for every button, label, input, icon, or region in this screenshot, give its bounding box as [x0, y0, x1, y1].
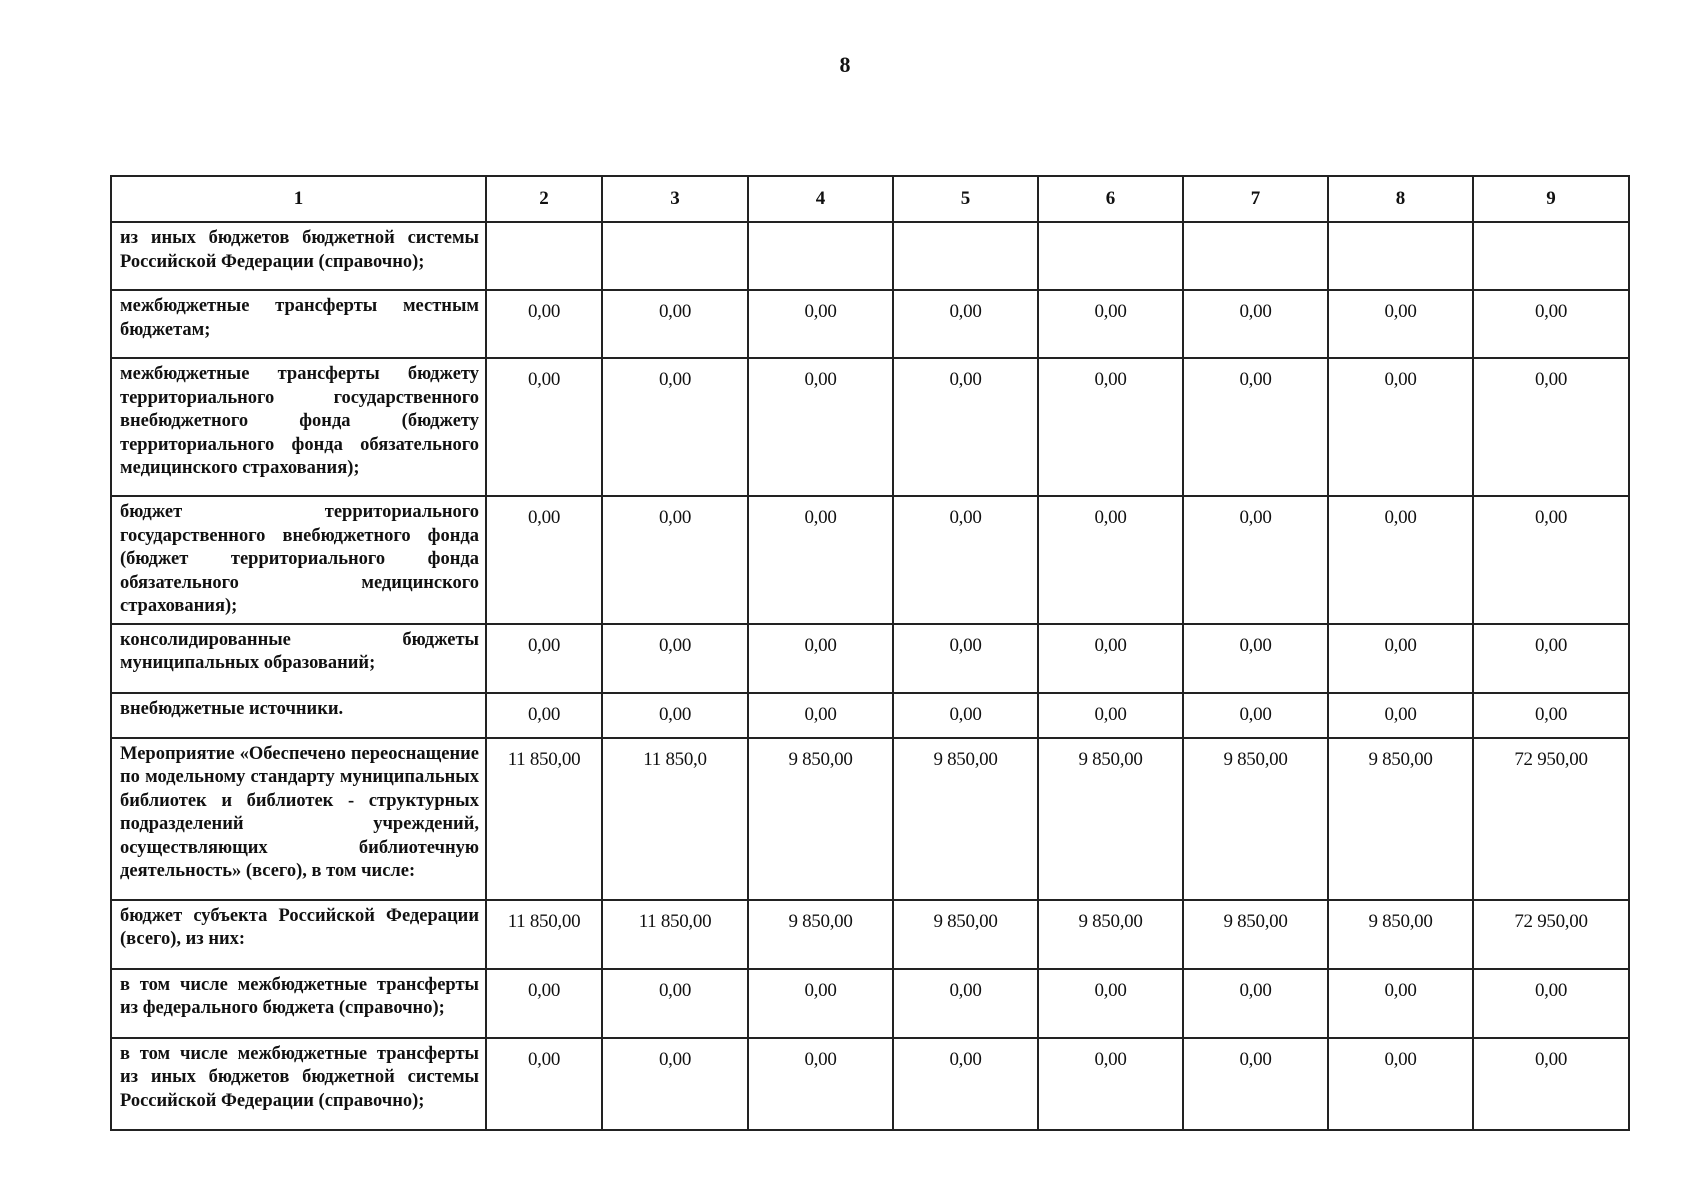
value-cell	[1038, 222, 1183, 290]
table-row	[111, 222, 1629, 290]
column-header: 4	[748, 176, 893, 222]
value-cell: 0,00	[893, 290, 1038, 358]
value-cell: 0,00	[602, 693, 748, 738]
value-cell	[1328, 222, 1473, 290]
value-cell: 9 850,00	[748, 900, 893, 969]
value-cell: 0,00	[1473, 358, 1629, 496]
table-row	[111, 1038, 1629, 1130]
value-cell: 0,00	[1328, 624, 1473, 693]
value-cell: 0,00	[1038, 358, 1183, 496]
value-cell	[748, 222, 893, 290]
column-header: 3	[602, 176, 748, 222]
row-description: бюджет территориального государственного внебюджетного фонда (бюджет территориального фонда обязательного медицинского страхования);	[111, 496, 486, 624]
value-cell: 0,00	[1183, 693, 1328, 738]
value-cell	[486, 222, 602, 290]
value-cell: 9 850,00	[893, 900, 1038, 969]
value-cell: 72 950,00	[1473, 738, 1629, 900]
value-cell: 72 950,00	[1473, 900, 1629, 969]
table-row	[111, 496, 1629, 624]
value-cell: 0,00	[893, 969, 1038, 1038]
column-header: 5	[893, 176, 1038, 222]
value-cell: 9 850,00	[1183, 900, 1328, 969]
row-description: консолидированные бюджеты муниципальных образований;	[111, 624, 486, 693]
row-description: в том числе межбюджетные трансферты из федерального бюджета (справочно);	[111, 969, 486, 1038]
value-cell: 0,00	[748, 693, 893, 738]
value-cell: 0,00	[602, 496, 748, 624]
value-cell: 0,00	[602, 1038, 748, 1130]
value-cell: 0,00	[1473, 1038, 1629, 1130]
value-cell: 9 850,00	[748, 738, 893, 900]
row-description: в том числе межбюджетные трансферты из иных бюджетов бюджетной системы Российской Федерации (справочно);	[111, 1038, 486, 1130]
value-cell: 0,00	[893, 693, 1038, 738]
value-cell: 0,00	[893, 624, 1038, 693]
column-header: 6	[1038, 176, 1183, 222]
table-row	[111, 624, 1629, 693]
row-description: межбюджетные трансферты бюджету территориального государственного внебюджетного фонда (бюджету территориального фонда обязательного медицинского страхования);	[111, 358, 486, 496]
value-cell: 0,00	[486, 693, 602, 738]
value-cell: 0,00	[1328, 290, 1473, 358]
value-cell: 0,00	[1038, 969, 1183, 1038]
value-cell	[1473, 222, 1629, 290]
value-cell: 0,00	[1183, 496, 1328, 624]
column-header: 7	[1183, 176, 1328, 222]
value-cell: 0,00	[1473, 969, 1629, 1038]
value-cell: 0,00	[486, 969, 602, 1038]
value-cell: 0,00	[1038, 693, 1183, 738]
column-header: 1	[111, 176, 486, 222]
value-cell: 0,00	[602, 624, 748, 693]
value-cell: 9 850,00	[1328, 900, 1473, 969]
value-cell	[893, 222, 1038, 290]
value-cell: 0,00	[1038, 624, 1183, 693]
page-number: 8	[839, 52, 851, 77]
value-cell: 0,00	[1038, 1038, 1183, 1130]
value-cell: 9 850,00	[1038, 738, 1183, 900]
value-cell: 0,00	[602, 358, 748, 496]
value-cell: 0,00	[1328, 1038, 1473, 1130]
row-description: из иных бюджетов бюджетной системы Российской Федерации (справочно);	[111, 222, 486, 290]
column-header: 2	[486, 176, 602, 222]
value-cell: 0,00	[1473, 290, 1629, 358]
value-cell: 0,00	[1473, 496, 1629, 624]
table-row	[111, 290, 1629, 358]
table-row	[111, 969, 1629, 1038]
value-cell	[1183, 222, 1328, 290]
column-header: 8	[1328, 176, 1473, 222]
value-cell: 0,00	[1183, 624, 1328, 693]
value-cell: 0,00	[486, 358, 602, 496]
value-cell: 0,00	[1328, 358, 1473, 496]
value-cell: 0,00	[1473, 624, 1629, 693]
row-description: Мероприятие «Обеспечено переоснащение по модельному стандарту муниципальных библиотек и библиотек - структурных подразделений учреждений, осуществляющих библиотечную деятельность» (всего), в том числе:	[111, 738, 486, 900]
row-description: межбюджетные трансферты местным бюджетам;	[111, 290, 486, 358]
value-cell: 0,00	[1328, 969, 1473, 1038]
value-cell: 9 850,00	[1183, 738, 1328, 900]
value-cell: 0,00	[748, 290, 893, 358]
value-cell: 0,00	[893, 358, 1038, 496]
value-cell: 11 850,00	[602, 900, 748, 969]
value-cell: 0,00	[893, 1038, 1038, 1130]
table-row	[111, 358, 1629, 496]
value-cell: 0,00	[602, 290, 748, 358]
value-cell: 0,00	[1183, 290, 1328, 358]
value-cell: 0,00	[486, 1038, 602, 1130]
value-cell: 0,00	[1183, 1038, 1328, 1130]
value-cell: 0,00	[486, 624, 602, 693]
value-cell: 0,00	[748, 1038, 893, 1130]
value-cell: 11 850,00	[486, 900, 602, 969]
value-cell: 0,00	[893, 496, 1038, 624]
value-cell: 0,00	[748, 624, 893, 693]
value-cell: 11 850,0	[602, 738, 748, 900]
value-cell: 0,00	[1183, 358, 1328, 496]
table-row	[111, 738, 1629, 900]
table-row	[111, 900, 1629, 969]
value-cell: 0,00	[748, 969, 893, 1038]
value-cell: 0,00	[1038, 496, 1183, 624]
value-cell: 0,00	[1473, 693, 1629, 738]
row-description: бюджет субъекта Российской Федерации (всего), из них:	[111, 900, 486, 969]
value-cell: 0,00	[1183, 969, 1328, 1038]
budget-table	[110, 175, 1630, 1131]
value-cell: 0,00	[1328, 693, 1473, 738]
value-cell: 0,00	[748, 358, 893, 496]
value-cell: 0,00	[1328, 496, 1473, 624]
table-body	[111, 176, 1629, 1130]
value-cell: 0,00	[486, 290, 602, 358]
row-description: внебюджетные источники.	[111, 693, 486, 738]
value-cell: 0,00	[1038, 290, 1183, 358]
value-cell: 9 850,00	[893, 738, 1038, 900]
column-header: 9	[1473, 176, 1629, 222]
value-cell: 0,00	[602, 969, 748, 1038]
value-cell: 0,00	[486, 496, 602, 624]
value-cell: 0,00	[748, 496, 893, 624]
table-row	[111, 693, 1629, 738]
value-cell	[602, 222, 748, 290]
table-header-row	[111, 176, 1629, 222]
value-cell: 11 850,00	[486, 738, 602, 900]
value-cell: 9 850,00	[1038, 900, 1183, 969]
value-cell: 9 850,00	[1328, 738, 1473, 900]
